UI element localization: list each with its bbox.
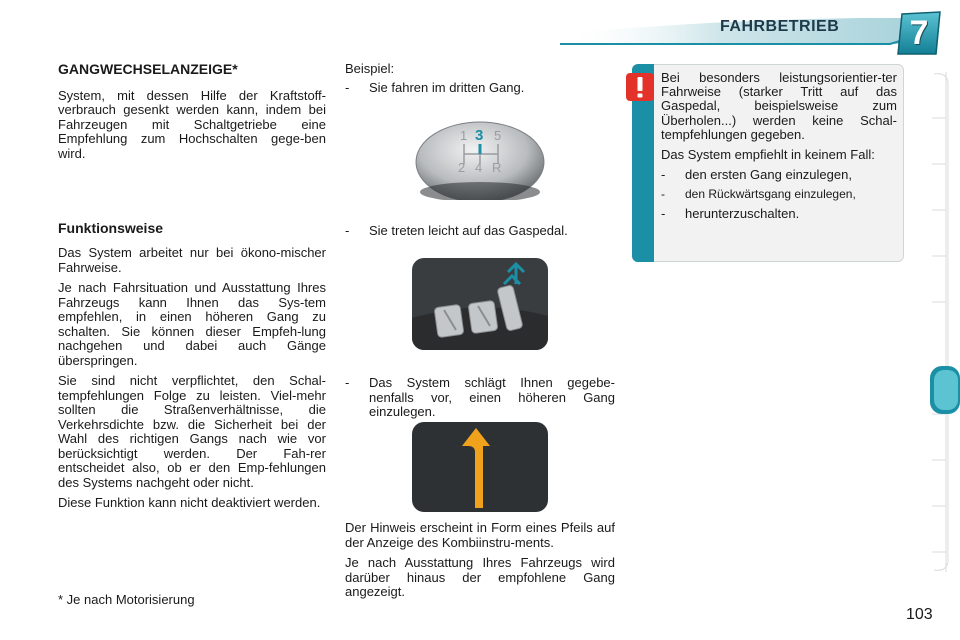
paragraph: Sie sind nicht verpflichtet, den Schal-tempfehlungen Folge zu leisten. Viel-mehr sollten die Straßenverhältnisse, die Verkehrsdichte bzw. die Sicherheit bei der Wahl des richtigen Gangs nach wie vor berücksichtigt werden. Der Fah-rer entscheidet also, ob er den Emp-fehlungen des Systems nachgeht oder nicht. (58, 373, 326, 490)
gear-knob-image (412, 108, 548, 200)
warning-text (661, 71, 897, 226)
paragraph: Je nach Ausstattung Ihres Fahrzeugs wird darüber hinaus der empfohlene Gang angezeigt. (345, 555, 615, 599)
gear-selected-label: 3 (475, 127, 484, 144)
intro-paragraph: System, mit dessen Hilfe der Kraftstoff-verbrauch gesenkt werden kann, indem bei Fahrzeugen mit Schaltgetriebe eine Empfehlung zum Hochschalten gege-ben wird. (58, 87, 326, 161)
chapter-number: 7 (909, 14, 929, 52)
example-column (345, 62, 615, 99)
step-text: Sie treten leicht auf das Gaspedal. (369, 223, 568, 238)
warning-paragraph: Bei besonders leistungsorientier-ter Fahrweise (starker Tritt auf das Gaspedal, beispielsweise zum Überholen...) werden keine Schal-tempfehlungen gegeben. (661, 70, 897, 142)
list-item: - herunterzuschalten. (661, 205, 800, 221)
step-text: Sie fahren im dritten Gang. (369, 79, 525, 95)
list-item: - den Rückwärtsgang einzulegen, (661, 187, 856, 202)
intro-column (58, 62, 326, 167)
page-number: 103 (906, 606, 933, 623)
gear-label: R (492, 160, 502, 175)
paragraph: Je nach Fahrsituation und Ausstattung Ihres Fahrzeugs kann Ihnen das Sys-tem empfehlen, in einen höheren Gang zu schalten. Sie können dieser Empfeh-lung nachgehen und dabei auch Gänge überspringen. (58, 280, 326, 368)
footnote: * Je nach Motorisierung (58, 592, 195, 607)
gear-label: 1 (460, 128, 468, 143)
example-label: Beispiel: (345, 61, 395, 76)
list-item: - den ersten Gang einzulegen, (661, 167, 852, 183)
shift-arrow-display-image (412, 422, 548, 512)
step-item: - Sie fahren im dritten Gang. (345, 81, 615, 96)
pedals-image (412, 258, 548, 350)
step-item: - Das System schlägt Ihnen gegebe-nenfalls vor, einen höheren Gang einzulegen. (345, 375, 615, 419)
chapter-title: FAHRBETRIEB (720, 18, 840, 35)
gear-label: 2 (458, 160, 466, 175)
step-text: Das System schlägt Ihnen gegebe-nenfalls vor, einen höheren Gang einzulegen. (369, 375, 615, 419)
chapter-thumb-tabs[interactable] (928, 72, 960, 572)
gear-label: 4 (475, 160, 483, 175)
paragraph: Der Hinweis erscheint in Form eines Pfeils auf der Anzeige des Kombiinstru-ments. (345, 520, 615, 550)
subsection-heading: Funktionsweise (58, 220, 164, 236)
paragraph: Das System arbeitet nur bei ökono-mischer Fahrweise. (58, 245, 326, 275)
step-item: - Sie treten leicht auf das Gaspedal. (345, 224, 615, 243)
display-notes (345, 521, 615, 606)
exclamation-icon (625, 72, 655, 102)
section-heading: GANGWECHSELANZEIGE* (58, 61, 238, 77)
gear-label: 5 (494, 128, 502, 143)
paragraph: Diese Funktion kann nicht deaktiviert werden. (58, 495, 321, 510)
warning-paragraph: Das System empfiehlt in keinem Fall: (661, 147, 875, 163)
function-column (58, 246, 326, 517)
